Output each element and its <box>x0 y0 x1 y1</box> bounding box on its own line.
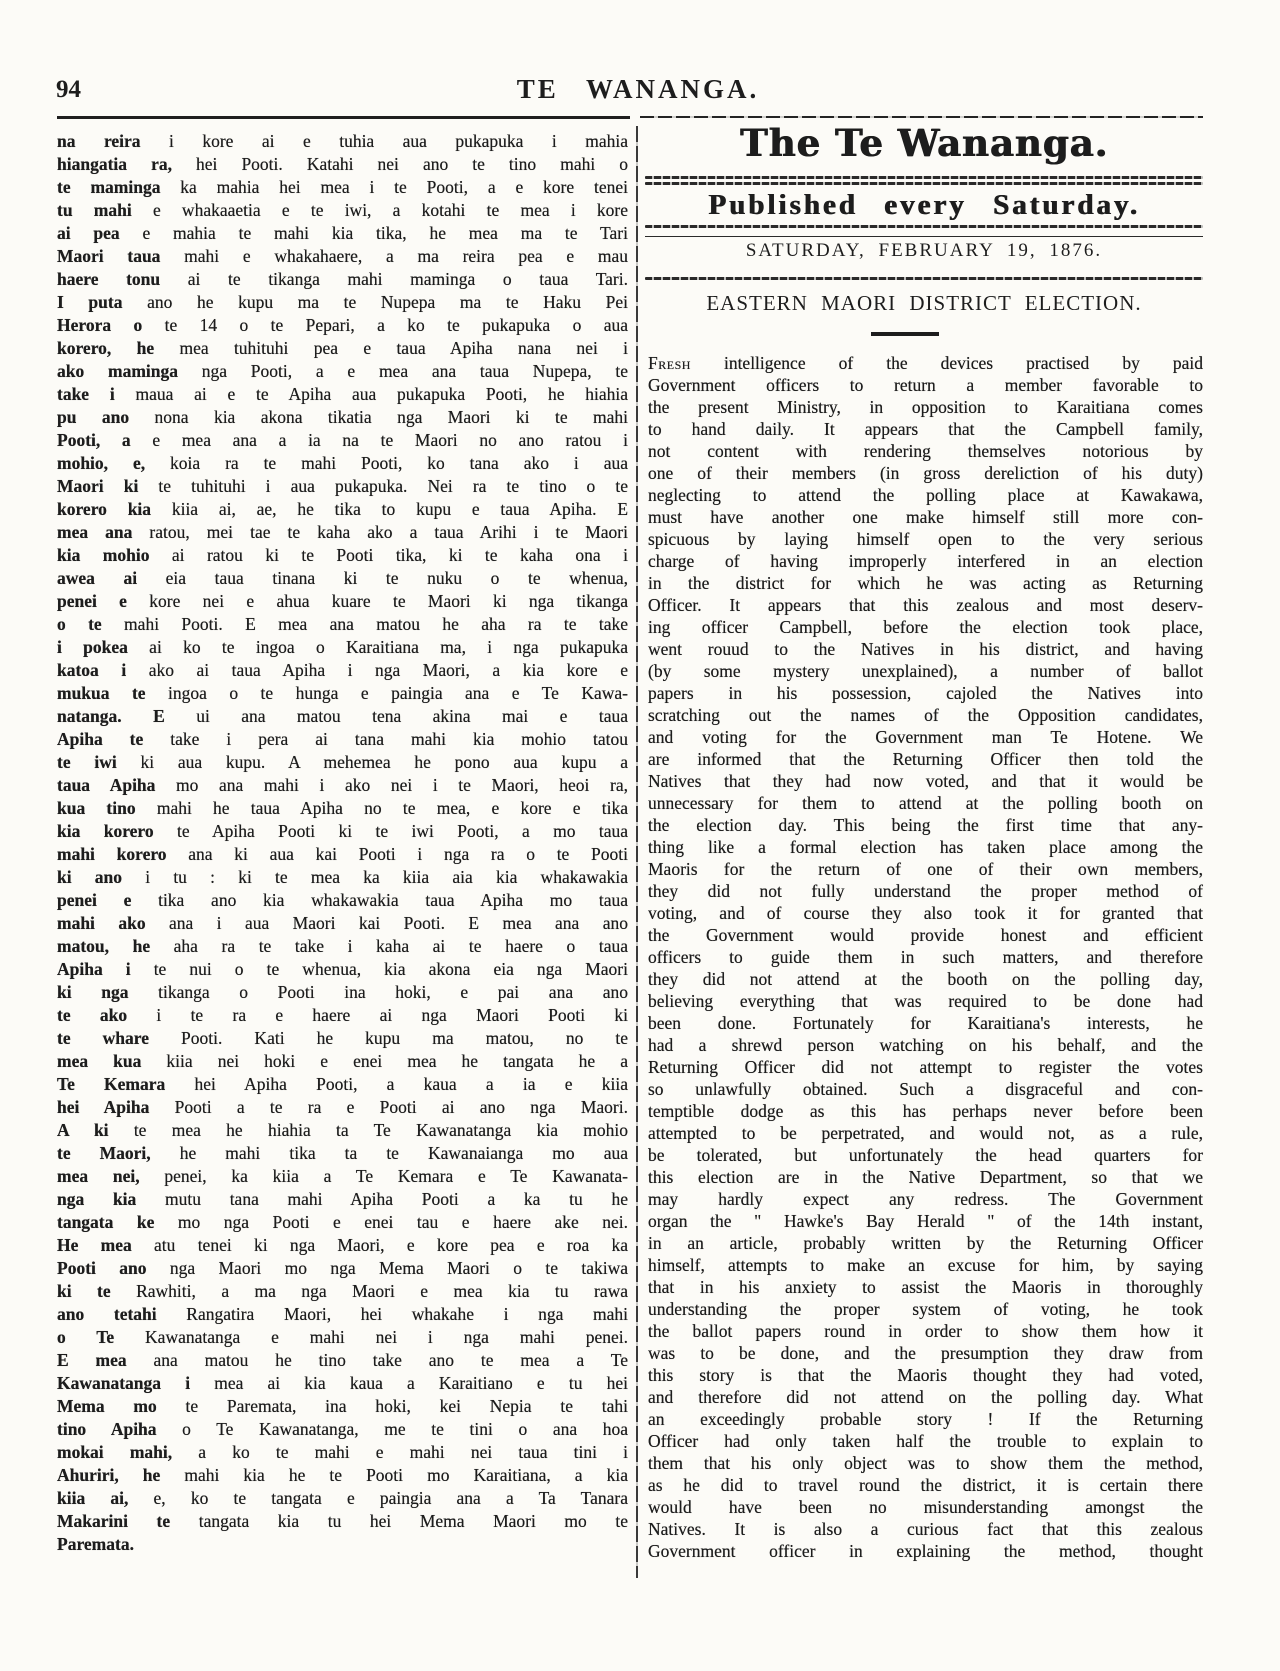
text-line: hiangatia ra, hei Pooti. Katahi nei ano te tino mahi o <box>57 154 628 174</box>
text-line: been done. Fortunately for Karaitiana's interests, he <box>648 1013 1203 1033</box>
text-line: A ki te mea he hiahia ta Te Kawanatanga kia mohio <box>57 1120 628 1140</box>
text-line: korero kia kiia ai, ae, he tika to kupu e taua Apiha. E <box>57 499 629 519</box>
text-line: ki te Rawhiti, a ma nga Maori e mea kia tu rawa <box>57 1281 628 1301</box>
text-line: would have been no misunderstanding amongst the <box>648 1497 1203 1517</box>
text-line: thing like a formal election has taken place among the <box>648 837 1203 857</box>
column-divider <box>636 126 638 1578</box>
text-line: Kawanatanga i mea ai kia kaua a Karaitiano e tu hei <box>57 1373 628 1393</box>
text-line: te iwi ki aua kupu. A mehemea he pono aua kupu a <box>57 752 628 772</box>
text-line: Natives. It is also a curious fact that this zealous <box>648 1519 1203 1539</box>
text-line: katoa i ako ai taua Apiha i nga Maori, a kia kore e <box>57 660 628 680</box>
text-line: unnecessary for them to attend at the polling booth on <box>648 793 1203 813</box>
text-line: te ako i te ra e haere ai nga Maori Pooti ki <box>57 1005 629 1025</box>
text-line: this story is that the Maoris thought they had voted, <box>648 1365 1203 1385</box>
text-line: haere tonu ai te tikanga mahi maminga o taua Tari. <box>57 269 628 289</box>
masthead-divider-rule <box>645 182 1203 185</box>
article-heading: EASTERN MAORI DISTRICT ELECTION. <box>706 291 1142 315</box>
text-line: went rouud to the Natives in his district, and having <box>648 639 1203 659</box>
text-line: te maminga ka mahia hei mea i te Pooti, a e kore tenei <box>57 177 628 197</box>
text-line: Government officer in explaining the method, thought <box>648 1541 1203 1561</box>
text-line: ano tetahi Rangatira Maori, hei whakahe i nga mahi <box>57 1304 629 1324</box>
text-line: Returning Officer did not attempt to register the votes <box>648 1057 1203 1077</box>
text-line: they did not attend at the booth on the polling day, <box>648 969 1203 989</box>
text-line: te Maori, he mahi tika ta te Kawanaianga mo aua <box>57 1143 628 1163</box>
page-number: 94 <box>56 76 81 103</box>
text-line: Maoris for the return of one of their own members, <box>648 859 1203 879</box>
masthead-divider-rule <box>645 225 1203 228</box>
text-line: na reira i kore ai e tuhia aua pukapuka i mahia <box>57 131 628 151</box>
text-line: that in his anxiety to assist the Maoris in thoroughly <box>648 1277 1203 1297</box>
header-rule-right <box>640 116 1203 118</box>
text-line: mahi korero ana ki aua kai Pooti i nga ra o te Pooti <box>57 844 629 864</box>
text-line: Apiha te take i pera ai tana mahi kia mohio tatou <box>57 729 628 749</box>
text-line: the election day. This being the first time that any- <box>648 815 1203 835</box>
text-line: Maori ki te tuhituhi i aua pukapuka. Nei ra te tino o te <box>57 476 628 496</box>
text-line: so unlawfully obtained. Such a disgraceful and con- <box>648 1079 1203 1099</box>
text-line: them that his only object was to show them the method, <box>648 1453 1203 1473</box>
text-line: mahi ako ana i aua Maori kai Pooti. E mea ana ano <box>57 913 628 933</box>
text-line: charge of having improperly interfered in an election <box>648 551 1203 571</box>
text-line: mukua te ingoa o te hunga e paingia ana e Te Kawa- <box>57 683 628 703</box>
text-line: Officer. It appears that this zealous and most deserv- <box>648 595 1203 615</box>
text-line: (by some mystery unexplained), a number of ballot <box>648 661 1203 681</box>
text-line: to hand daily. It appears that the Campbell family, <box>648 419 1203 439</box>
text-line: organ the " Hawke's Bay Herald " of the 14th instant, <box>648 1211 1203 1231</box>
text-line: tu mahi e whakaaetia e te iwi, a kotahi te mea i kore <box>57 200 629 220</box>
text-line: mokai mahi, a ko te mahi e mahi nei taua tini i <box>57 1442 628 1462</box>
text-line: Mema mo te Paremata, ina hoki, kei Nepia te tahi <box>57 1396 628 1416</box>
text-line: He mea atu tenei ki nga Maori, e kore pea e roa ka <box>57 1235 629 1255</box>
text-line: nga kia mutu tana mahi Apiha Pooti a ka tu he <box>57 1189 628 1209</box>
text-line: mea nei, penei, ka kiia a Te Kemara e Te Kawanata- <box>57 1166 628 1186</box>
maori-article-column <box>57 130 628 1556</box>
text-line: not content with rendering themselves notorious by <box>648 441 1203 461</box>
text-line: spicuous by laying himself open to the very serious <box>648 529 1203 549</box>
text-line: Makarini te tangata kia tu hei Mema Maori mo te <box>57 1511 628 1531</box>
masthead-divider-rule <box>645 236 1203 237</box>
text-line: Te Kemara hei Apiha Pooti, a kaua a ia e kiia <box>57 1074 628 1094</box>
text-line: must have another one make himself still more con- <box>648 507 1203 527</box>
published-line: Published every Saturday. <box>708 189 1140 221</box>
text-line: ki nga tikanga o Pooti ina hoki, e pai ana ano <box>57 982 629 1002</box>
text-line: kia mohio ai ratou ki te Pooti tika, ki te kaha ona i <box>57 545 628 565</box>
text-line: tangata ke mo nga Pooti e enei tau e haere ake nei. <box>57 1212 629 1232</box>
text-line: penei e kore nei e ahua kuare te Maori ki nga tikanga <box>57 591 628 611</box>
text-line: mohio, e, koia ra te mahi Pooti, ko tana ako i aua <box>57 453 628 473</box>
text-line: ki ano i tu : ki te mea ka kiia aia kia whakawakia <box>57 867 629 887</box>
text-line: Natives that they had now voted, and that it would be <box>648 771 1203 791</box>
text-line: temptible dodge as this has perhaps never before been <box>648 1101 1203 1121</box>
masthead-divider-rule <box>645 277 1203 280</box>
text-line: natanga. E ui ana matou tena akina mai e taua <box>57 706 628 726</box>
text-line: taua Apiha mo ana mahi i ako nei i te Maori, heoi ra, <box>57 775 628 795</box>
text-line: hei Apiha Pooti a te ra e Pooti ai ano nga Maori. <box>57 1097 628 1117</box>
text-line: one of their members (in gross dereliction of his duty) <box>648 463 1203 483</box>
header-rule-left <box>57 116 630 119</box>
text-line: Maori taua mahi e whakahaere, a ma reira pea e mau <box>57 246 628 266</box>
text-line: the ballot papers round in order to show them how it <box>648 1321 1203 1341</box>
text-line: i pokea ai ko te ingoa o Karaitiana ma, i nga pukapuka <box>57 637 628 657</box>
text-line: awea ai eia taua tinana ki te nuku o te whenua, <box>57 568 628 588</box>
text-line: voting, and of course they also took it for granted that <box>648 903 1203 923</box>
text-line: Herora o te 14 o te Pepari, a ko te pukapuka o aua <box>57 315 628 335</box>
text-line: and therefore did not attend on the polling day. What <box>648 1387 1203 1407</box>
text-line: believing everything that was required to be done had <box>648 991 1203 1011</box>
text-line: scratching out the names of the Opposition candidates, <box>648 705 1203 725</box>
text-line: this election are in the Native Department, so that we <box>648 1167 1203 1187</box>
text-line: Fresh intelligence of the devices practised by paid <box>648 353 1203 373</box>
text-line: Pooti ano nga Maori mo nga Mema Maori o te takiwa <box>57 1258 628 1278</box>
text-line: be tolerated, but unfortunately the head quarters for <box>648 1145 1203 1165</box>
text-line: o Te Kawanatanga e mahi nei i nga mahi penei. <box>57 1327 628 1347</box>
text-line: understanding the proper system of voting, he took <box>648 1299 1203 1319</box>
text-line: they did not fully understand the proper method of <box>648 881 1203 901</box>
english-article-column <box>648 352 1203 1562</box>
text-line: Ahuriri, he mahi kia he te Pooti mo Karaitiana, a kia <box>57 1465 628 1485</box>
text-line: the Government would provide honest and efficient <box>648 925 1203 945</box>
text-line: ako maminga nga Pooti, a e mea ana taua Nupepa, te <box>57 361 629 381</box>
text-line: in the district for which he was acting as Returning <box>648 573 1203 593</box>
text-line: was to be done, and the presumption they draw from <box>648 1343 1203 1363</box>
text-line: te whare Pooti. Kati he kupu ma matou, no te <box>57 1028 629 1048</box>
text-line: had a shrewd person watching on his behalf, and the <box>648 1035 1203 1055</box>
text-line: in an article, probably written by the Returning Officer <box>648 1233 1203 1253</box>
text-line: himself, attempts to make an excuse for him, by saying <box>648 1255 1203 1275</box>
text-line: an exceedingly probable story ! If the Returning <box>648 1409 1203 1429</box>
text-line: and voting for the Government man Te Hotene. We <box>648 727 1203 747</box>
text-line: mea kua kiia nei hoki e enei mea he tangata he a <box>57 1051 629 1071</box>
masthead-title: The Te Wananga. <box>739 121 1109 165</box>
text-line: Officer had only taken half the trouble to explain to <box>648 1431 1203 1451</box>
text-line: penei e tika ano kia whakawakia taua Apiha mo taua <box>57 890 628 910</box>
text-line: E mea ana matou he tino take ano te mea a Te <box>57 1350 628 1370</box>
text-line: as he did to travel round the district, it is certain there <box>648 1475 1203 1495</box>
heading-dash-rule <box>871 332 939 336</box>
text-line: ing officer Campbell, before the election took place, <box>648 617 1203 637</box>
text-line: take i maua ai e te Apiha aua pukapuka Pooti, he hiahia <box>57 384 628 404</box>
text-line: mea ana ratou, mei tae te kaha ako a taua Arihi i te Maori <box>57 522 628 542</box>
text-line: kua tino mahi he taua Apiha no te mea, e kore e tika <box>57 798 628 818</box>
text-line: Government officers to return a member favorable to <box>648 375 1203 395</box>
text-line: officers to guide them in such matters, and therefore <box>648 947 1203 967</box>
masthead-divider-rule <box>645 176 1203 179</box>
text-line: korero, he mea tuhituhi pea e taua Apiha nana nei i <box>57 338 629 358</box>
text-line: Apiha i te nui o te whenua, kia akona eia nga Maori <box>57 959 629 979</box>
newspaper-header-title: TE WANANGA. <box>516 74 760 104</box>
text-line: attempted to be perpetrated, and would not, as a rule, <box>648 1123 1203 1143</box>
text-line: pu ano nona kia akona tikatia nga Maori ki te mahi <box>57 407 628 427</box>
text-line: o te mahi Pooti. E mea ana matou he aha ra te take <box>57 614 628 634</box>
issue-date-line: SATURDAY, FEBRUARY 19, 1876. <box>745 240 1103 261</box>
text-line: kiia ai, e, ko te tangata e paingia ana a Ta Tanara <box>57 1488 628 1508</box>
text-line: ai pea e mahia te mahi kia tika, he mea ma te Tari <box>57 223 628 243</box>
text-line: papers in his possession, cajoled the Natives into <box>648 683 1203 703</box>
text-line: tino Apiha o Te Kawanatanga, me te tini o ana hoa <box>57 1419 628 1439</box>
text-line: Pooti, a e mea ana a ia na te Maori no ano ratou i <box>57 430 628 450</box>
text-line: the present Ministry, in opposition to Karaitiana comes <box>648 397 1203 417</box>
text-line: I puta ano he kupu ma te Nupepa ma te Haku Pei <box>57 292 628 312</box>
text-line: matou, he aha ra te take i kaha ai te haere o taua <box>57 936 628 956</box>
text-line: are informed that the Returning Officer then told the <box>648 749 1203 769</box>
text-line: neglecting to attend the polling place at Kawakawa, <box>648 485 1203 505</box>
text-line: kia korero te Apiha Pooti ki te iwi Pooti, a mo taua <box>57 821 628 841</box>
text-line: Paremata. <box>57 1534 134 1554</box>
text-line: may hardly expect any redress. The Government <box>648 1189 1203 1209</box>
